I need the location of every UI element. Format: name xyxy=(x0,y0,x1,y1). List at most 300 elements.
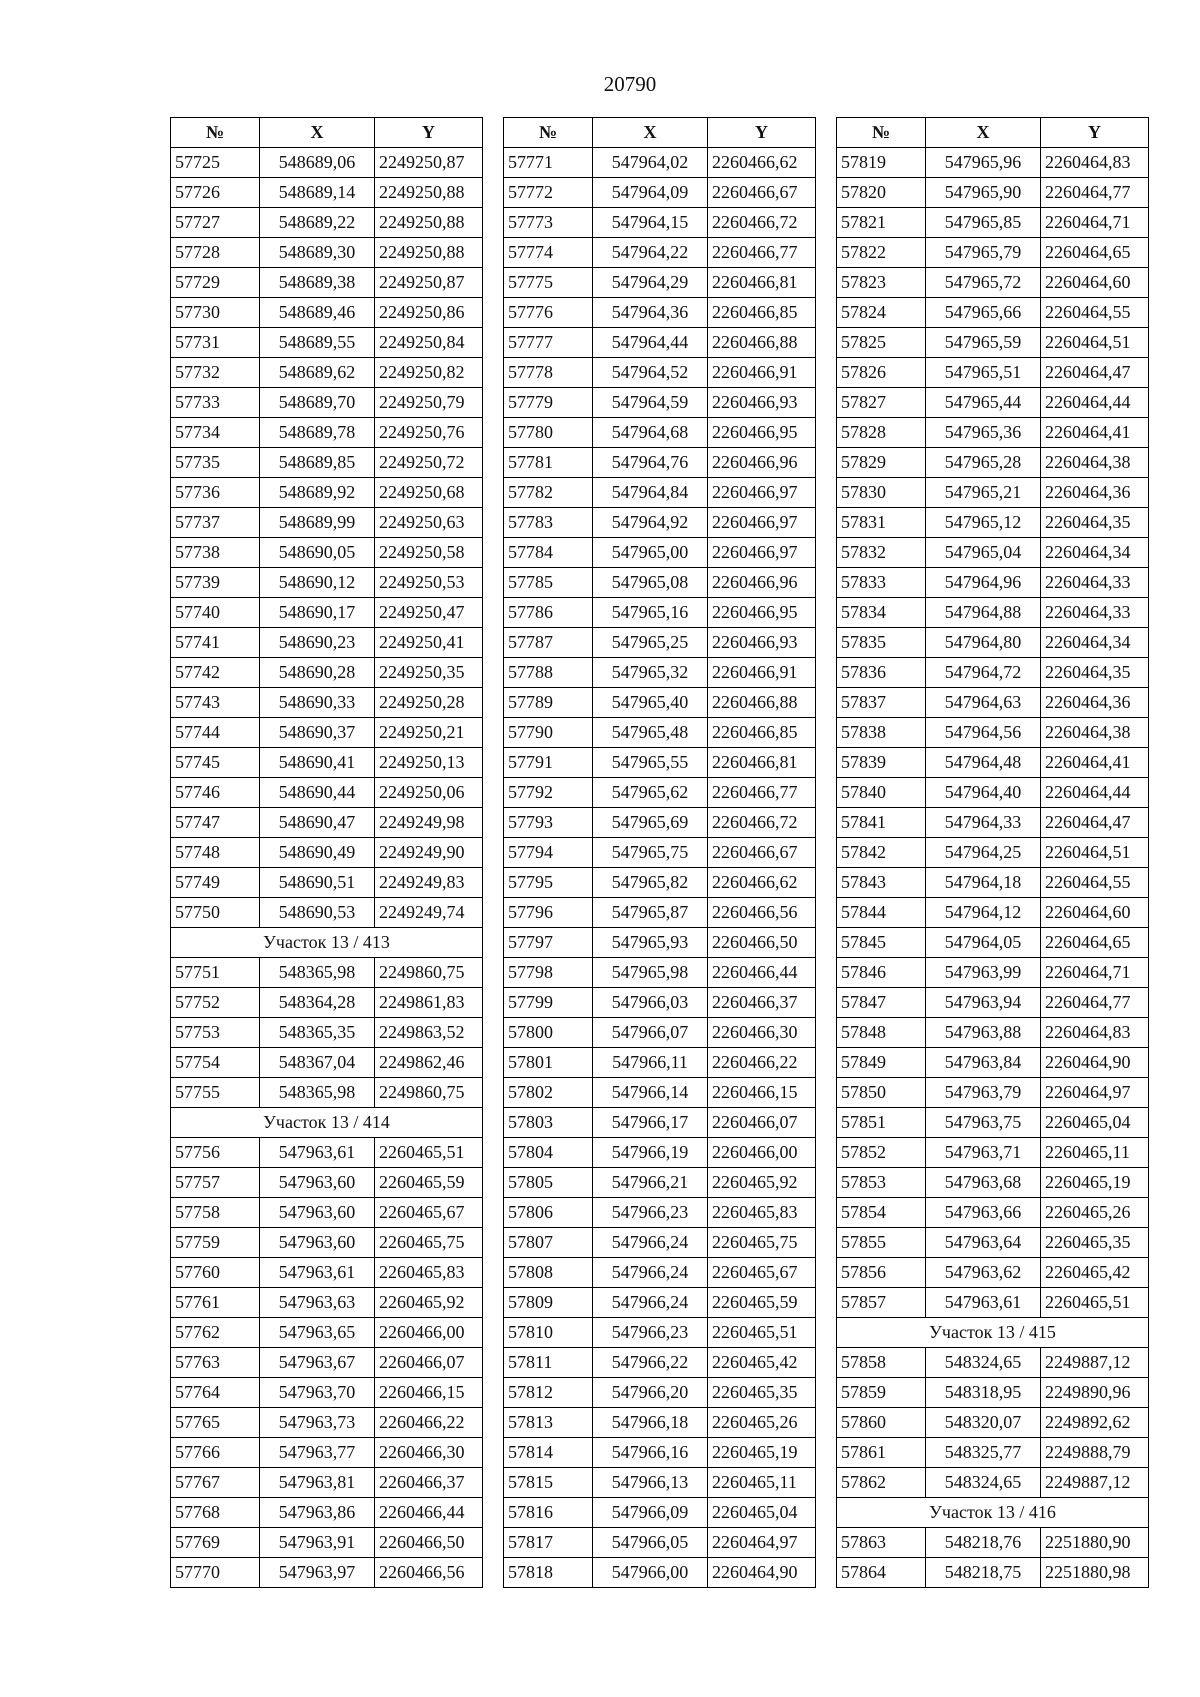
y-coordinate-cell: 2249250,88 xyxy=(375,238,483,268)
table-row xyxy=(837,838,1149,868)
table-row xyxy=(504,1108,816,1138)
table-row xyxy=(171,388,483,418)
table-row xyxy=(504,1138,816,1168)
table-row xyxy=(504,1168,816,1198)
table-row xyxy=(504,628,816,658)
y-coordinate-cell: 2260466,56 xyxy=(708,898,816,928)
y-coordinate-cell: 2260466,77 xyxy=(708,238,816,268)
x-coordinate-cell: 547965,44 xyxy=(926,388,1041,418)
point-number-cell: 57764 xyxy=(171,1378,260,1408)
x-coordinate-cell: 547963,68 xyxy=(926,1168,1041,1198)
x-coordinate-cell: 547963,71 xyxy=(926,1138,1041,1168)
point-number-cell: 57747 xyxy=(171,808,260,838)
x-coordinate-cell: 547966,24 xyxy=(593,1258,708,1288)
point-number-cell: 57742 xyxy=(171,658,260,688)
y-coordinate-cell: 2260464,34 xyxy=(1041,628,1149,658)
table-row xyxy=(837,1378,1149,1408)
x-coordinate-cell: 548690,37 xyxy=(260,718,375,748)
table-row xyxy=(504,148,816,178)
y-coordinate-cell: 2260464,77 xyxy=(1041,178,1149,208)
x-coordinate-cell: 547964,29 xyxy=(593,268,708,298)
y-coordinate-cell: 2251880,98 xyxy=(1041,1558,1149,1588)
y-coordinate-cell: 2260464,65 xyxy=(1041,928,1149,958)
x-coordinate-cell: 547966,23 xyxy=(593,1198,708,1228)
y-coordinate-cell: 2260464,33 xyxy=(1041,568,1149,598)
y-coordinate-cell: 2260465,75 xyxy=(375,1228,483,1258)
x-coordinate-cell: 547964,33 xyxy=(926,808,1041,838)
x-coordinate-cell: 547965,98 xyxy=(593,958,708,988)
table-row xyxy=(837,1138,1149,1168)
y-coordinate-cell: 2260465,11 xyxy=(708,1468,816,1498)
y-coordinate-cell: 2249250,68 xyxy=(375,478,483,508)
x-coordinate-cell: 548689,30 xyxy=(260,238,375,268)
table-row xyxy=(837,658,1149,688)
x-coordinate-cell: 547964,52 xyxy=(593,358,708,388)
y-coordinate-cell: 2249862,46 xyxy=(375,1048,483,1078)
y-coordinate-cell: 2260465,51 xyxy=(708,1318,816,1348)
table-row xyxy=(504,1078,816,1108)
table-row xyxy=(171,238,483,268)
y-coordinate-cell: 2260464,60 xyxy=(1041,268,1149,298)
table-row xyxy=(504,598,816,628)
section-header-row xyxy=(837,1318,1149,1348)
y-coordinate-cell: 2260466,07 xyxy=(708,1108,816,1138)
x-coordinate-cell: 548689,22 xyxy=(260,208,375,238)
table-row xyxy=(171,478,483,508)
table-row xyxy=(171,1378,483,1408)
x-coordinate-cell: 547963,97 xyxy=(260,1558,375,1588)
table-row xyxy=(837,1168,1149,1198)
x-coordinate-cell: 548689,38 xyxy=(260,268,375,298)
y-coordinate-cell: 2260464,34 xyxy=(1041,538,1149,568)
y-coordinate-cell: 2260465,26 xyxy=(708,1408,816,1438)
point-number-cell: 57862 xyxy=(837,1468,926,1498)
table-row xyxy=(837,928,1149,958)
point-number-cell: 57768 xyxy=(171,1498,260,1528)
x-coordinate-cell: 548690,28 xyxy=(260,658,375,688)
point-number-cell: 57810 xyxy=(504,1318,593,1348)
y-coordinate-cell: 2260466,44 xyxy=(708,958,816,988)
y-coordinate-cell: 2260466,37 xyxy=(708,988,816,1018)
x-coordinate-cell: 548218,76 xyxy=(926,1528,1041,1558)
point-number-cell: 57754 xyxy=(171,1048,260,1078)
table-row xyxy=(171,1018,483,1048)
table-row xyxy=(504,418,816,448)
x-coordinate-cell: 547963,65 xyxy=(260,1318,375,1348)
table-row xyxy=(504,478,816,508)
y-coordinate-cell: 2249250,53 xyxy=(375,568,483,598)
point-number-cell: 57762 xyxy=(171,1318,260,1348)
y-coordinate-cell: 2260464,38 xyxy=(1041,718,1149,748)
table-row xyxy=(837,1348,1149,1378)
point-number-cell: 57818 xyxy=(504,1558,593,1588)
y-coordinate-cell: 2260466,15 xyxy=(708,1078,816,1108)
point-number-cell: 57738 xyxy=(171,538,260,568)
section-title: Участок 13 / 415 xyxy=(837,1318,1149,1348)
table-row xyxy=(504,1498,816,1528)
point-number-cell: 57772 xyxy=(504,178,593,208)
y-coordinate-cell: 2249250,76 xyxy=(375,418,483,448)
y-coordinate-cell: 2260466,91 xyxy=(708,358,816,388)
x-coordinate-cell: 547966,16 xyxy=(593,1438,708,1468)
x-coordinate-cell: 547965,59 xyxy=(926,328,1041,358)
point-number-cell: 57752 xyxy=(171,988,260,1018)
y-coordinate-cell: 2251880,90 xyxy=(1041,1528,1149,1558)
x-coordinate-cell: 547965,25 xyxy=(593,628,708,658)
table-row xyxy=(504,448,816,478)
table-row xyxy=(504,868,816,898)
x-coordinate-cell: 547966,09 xyxy=(593,1498,708,1528)
x-coordinate-cell: 548324,65 xyxy=(926,1348,1041,1378)
column-header-number: № xyxy=(171,118,260,148)
table-row xyxy=(837,1078,1149,1108)
point-number-cell: 57853 xyxy=(837,1168,926,1198)
table-row xyxy=(504,688,816,718)
point-number-cell: 57734 xyxy=(171,418,260,448)
column-header-x: X xyxy=(593,118,708,148)
y-coordinate-cell: 2249250,84 xyxy=(375,328,483,358)
table-row xyxy=(837,988,1149,1018)
x-coordinate-cell: 547965,85 xyxy=(926,208,1041,238)
point-number-cell: 57778 xyxy=(504,358,593,388)
x-coordinate-cell: 547965,21 xyxy=(926,478,1041,508)
point-number-cell: 57759 xyxy=(171,1228,260,1258)
point-number-cell: 57819 xyxy=(837,148,926,178)
point-number-cell: 57750 xyxy=(171,898,260,928)
table-header-row xyxy=(171,118,483,148)
y-coordinate-cell: 2260466,91 xyxy=(708,658,816,688)
point-number-cell: 57808 xyxy=(504,1258,593,1288)
table-row xyxy=(837,328,1149,358)
x-coordinate-cell: 547963,61 xyxy=(926,1288,1041,1318)
x-coordinate-cell: 547963,63 xyxy=(260,1288,375,1318)
x-coordinate-cell: 547964,72 xyxy=(926,658,1041,688)
x-coordinate-cell: 547965,08 xyxy=(593,568,708,598)
x-coordinate-cell: 547966,24 xyxy=(593,1228,708,1258)
y-coordinate-cell: 2260466,85 xyxy=(708,718,816,748)
y-coordinate-cell: 2260465,83 xyxy=(708,1198,816,1228)
table-row xyxy=(504,328,816,358)
x-coordinate-cell: 547964,88 xyxy=(926,598,1041,628)
point-number-cell: 57775 xyxy=(504,268,593,298)
y-coordinate-cell: 2260465,19 xyxy=(708,1438,816,1468)
y-coordinate-cell: 2249250,21 xyxy=(375,718,483,748)
point-number-cell: 57725 xyxy=(171,148,260,178)
x-coordinate-cell: 548689,62 xyxy=(260,358,375,388)
table-row xyxy=(837,448,1149,478)
point-number-cell: 57739 xyxy=(171,568,260,598)
point-number-cell: 57801 xyxy=(504,1048,593,1078)
point-number-cell: 57812 xyxy=(504,1378,593,1408)
point-number-cell: 57732 xyxy=(171,358,260,388)
y-coordinate-cell: 2260466,88 xyxy=(708,328,816,358)
point-number-cell: 57841 xyxy=(837,808,926,838)
point-number-cell: 57834 xyxy=(837,598,926,628)
y-coordinate-cell: 2249249,90 xyxy=(375,838,483,868)
x-coordinate-cell: 548325,77 xyxy=(926,1438,1041,1468)
y-coordinate-cell: 2260465,67 xyxy=(375,1198,483,1228)
table-row xyxy=(504,1258,816,1288)
table-row xyxy=(504,718,816,748)
y-coordinate-cell: 2260466,77 xyxy=(708,778,816,808)
y-coordinate-cell: 2260466,62 xyxy=(708,868,816,898)
x-coordinate-cell: 547963,91 xyxy=(260,1528,375,1558)
table-row xyxy=(171,688,483,718)
y-coordinate-cell: 2249250,41 xyxy=(375,628,483,658)
y-coordinate-cell: 2260464,44 xyxy=(1041,778,1149,808)
point-number-cell: 57824 xyxy=(837,298,926,328)
point-number-cell: 57771 xyxy=(504,148,593,178)
section-title: Участок 13 / 416 xyxy=(837,1498,1149,1528)
point-number-cell: 57822 xyxy=(837,238,926,268)
y-coordinate-cell: 2260464,97 xyxy=(1041,1078,1149,1108)
y-coordinate-cell: 2260464,51 xyxy=(1041,328,1149,358)
table-row xyxy=(171,208,483,238)
x-coordinate-cell: 548689,99 xyxy=(260,508,375,538)
x-coordinate-cell: 547964,40 xyxy=(926,778,1041,808)
x-coordinate-cell: 548318,95 xyxy=(926,1378,1041,1408)
table-row xyxy=(504,268,816,298)
x-coordinate-cell: 548367,04 xyxy=(260,1048,375,1078)
point-number-cell: 57726 xyxy=(171,178,260,208)
table-row xyxy=(837,508,1149,538)
y-coordinate-cell: 2249249,83 xyxy=(375,868,483,898)
table-row xyxy=(171,448,483,478)
point-number-cell: 57855 xyxy=(837,1228,926,1258)
x-coordinate-cell: 547965,69 xyxy=(593,808,708,838)
x-coordinate-cell: 548320,07 xyxy=(926,1408,1041,1438)
x-coordinate-cell: 547965,00 xyxy=(593,538,708,568)
x-coordinate-cell: 548365,98 xyxy=(260,958,375,988)
point-number-cell: 57774 xyxy=(504,238,593,268)
point-number-cell: 57753 xyxy=(171,1018,260,1048)
table-row xyxy=(837,1438,1149,1468)
y-coordinate-cell: 2260466,96 xyxy=(708,568,816,598)
y-coordinate-cell: 2260464,90 xyxy=(708,1558,816,1588)
point-number-cell: 57851 xyxy=(837,1108,926,1138)
table-row xyxy=(837,808,1149,838)
y-coordinate-cell: 2260464,55 xyxy=(1041,868,1149,898)
x-coordinate-cell: 547966,19 xyxy=(593,1138,708,1168)
x-coordinate-cell: 548690,47 xyxy=(260,808,375,838)
point-number-cell: 57849 xyxy=(837,1048,926,1078)
x-coordinate-cell: 547965,28 xyxy=(926,448,1041,478)
table-row xyxy=(837,268,1149,298)
y-coordinate-cell: 2260466,81 xyxy=(708,268,816,298)
point-number-cell: 57793 xyxy=(504,808,593,838)
point-number-cell: 57833 xyxy=(837,568,926,598)
x-coordinate-cell: 547964,76 xyxy=(593,448,708,478)
table-row xyxy=(504,838,816,868)
y-coordinate-cell: 2260464,71 xyxy=(1041,208,1149,238)
table-row xyxy=(837,1468,1149,1498)
y-coordinate-cell: 2260465,92 xyxy=(708,1168,816,1198)
y-coordinate-cell: 2260464,44 xyxy=(1041,388,1149,418)
point-number-cell: 57757 xyxy=(171,1168,260,1198)
x-coordinate-cell: 547964,02 xyxy=(593,148,708,178)
x-coordinate-cell: 547964,59 xyxy=(593,388,708,418)
point-number-cell: 57798 xyxy=(504,958,593,988)
y-coordinate-cell: 2260465,04 xyxy=(1041,1108,1149,1138)
point-number-cell: 57776 xyxy=(504,298,593,328)
point-number-cell: 57743 xyxy=(171,688,260,718)
y-coordinate-cell: 2260466,44 xyxy=(375,1498,483,1528)
table-row xyxy=(504,1228,816,1258)
point-number-cell: 57777 xyxy=(504,328,593,358)
point-number-cell: 57758 xyxy=(171,1198,260,1228)
x-coordinate-cell: 547966,22 xyxy=(593,1348,708,1378)
x-coordinate-cell: 547964,22 xyxy=(593,238,708,268)
x-coordinate-cell: 547964,84 xyxy=(593,478,708,508)
x-coordinate-cell: 547965,75 xyxy=(593,838,708,868)
x-coordinate-cell: 547963,77 xyxy=(260,1438,375,1468)
x-coordinate-cell: 548690,49 xyxy=(260,838,375,868)
y-coordinate-cell: 2260465,59 xyxy=(375,1168,483,1198)
x-coordinate-cell: 547964,18 xyxy=(926,868,1041,898)
point-number-cell: 57859 xyxy=(837,1378,926,1408)
x-coordinate-cell: 548690,05 xyxy=(260,538,375,568)
table-row xyxy=(504,238,816,268)
point-number-cell: 57795 xyxy=(504,868,593,898)
y-coordinate-cell: 2260466,30 xyxy=(708,1018,816,1048)
x-coordinate-cell: 547963,61 xyxy=(260,1138,375,1168)
table-row xyxy=(504,1048,816,1078)
table-row xyxy=(504,748,816,778)
point-number-cell: 57749 xyxy=(171,868,260,898)
x-coordinate-cell: 547965,16 xyxy=(593,598,708,628)
section-header-row xyxy=(171,1108,483,1138)
table-row xyxy=(171,358,483,388)
table-row xyxy=(837,868,1149,898)
x-coordinate-cell: 547963,86 xyxy=(260,1498,375,1528)
point-number-cell: 57780 xyxy=(504,418,593,448)
point-number-cell: 57840 xyxy=(837,778,926,808)
y-coordinate-cell: 2260464,35 xyxy=(1041,658,1149,688)
x-coordinate-cell: 548690,23 xyxy=(260,628,375,658)
point-number-cell: 57806 xyxy=(504,1198,593,1228)
point-number-cell: 57729 xyxy=(171,268,260,298)
table-row xyxy=(504,1288,816,1318)
point-number-cell: 57813 xyxy=(504,1408,593,1438)
table-row xyxy=(504,1198,816,1228)
x-coordinate-cell: 547964,96 xyxy=(926,568,1041,598)
point-number-cell: 57842 xyxy=(837,838,926,868)
x-coordinate-cell: 547964,68 xyxy=(593,418,708,448)
point-number-cell: 57860 xyxy=(837,1408,926,1438)
table-row xyxy=(504,1408,816,1438)
table-row xyxy=(837,1528,1149,1558)
table-row xyxy=(504,1438,816,1468)
table-row xyxy=(171,1048,483,1078)
point-number-cell: 57779 xyxy=(504,388,593,418)
x-coordinate-cell: 547964,15 xyxy=(593,208,708,238)
x-coordinate-cell: 547965,51 xyxy=(926,358,1041,388)
table-row xyxy=(171,988,483,1018)
y-coordinate-cell: 2260466,67 xyxy=(708,178,816,208)
x-coordinate-cell: 547963,81 xyxy=(260,1468,375,1498)
y-coordinate-cell: 2260464,83 xyxy=(1041,1018,1149,1048)
table-row xyxy=(171,328,483,358)
y-coordinate-cell: 2249250,88 xyxy=(375,208,483,238)
table-row xyxy=(504,208,816,238)
table-row xyxy=(837,1258,1149,1288)
column-header-x: X xyxy=(926,118,1041,148)
y-coordinate-cell: 2260465,42 xyxy=(1041,1258,1149,1288)
table-row xyxy=(504,388,816,418)
point-number-cell: 57809 xyxy=(504,1288,593,1318)
table-body xyxy=(837,148,1149,1588)
y-coordinate-cell: 2249250,86 xyxy=(375,298,483,328)
y-coordinate-cell: 2260465,35 xyxy=(1041,1228,1149,1258)
y-coordinate-cell: 2260465,42 xyxy=(708,1348,816,1378)
table-row xyxy=(504,1318,816,1348)
y-coordinate-cell: 2260464,97 xyxy=(708,1528,816,1558)
y-coordinate-cell: 2249250,79 xyxy=(375,388,483,418)
y-coordinate-cell: 2260465,92 xyxy=(375,1288,483,1318)
coordinates-table-3 xyxy=(836,117,1149,1588)
table-row xyxy=(837,568,1149,598)
x-coordinate-cell: 547965,87 xyxy=(593,898,708,928)
table-row xyxy=(504,568,816,598)
column-header-number: № xyxy=(504,118,593,148)
point-number-cell: 57828 xyxy=(837,418,926,448)
y-coordinate-cell: 2260464,35 xyxy=(1041,508,1149,538)
table-row xyxy=(171,148,483,178)
y-coordinate-cell: 2260466,22 xyxy=(375,1408,483,1438)
page-number: 20790 xyxy=(603,72,657,96)
x-coordinate-cell: 547965,36 xyxy=(926,418,1041,448)
section-header-row xyxy=(171,928,483,958)
point-number-cell: 57816 xyxy=(504,1498,593,1528)
y-coordinate-cell: 2260465,51 xyxy=(375,1138,483,1168)
x-coordinate-cell: 547963,64 xyxy=(926,1228,1041,1258)
point-number-cell: 57728 xyxy=(171,238,260,268)
y-coordinate-cell: 2249890,96 xyxy=(1041,1378,1149,1408)
section-title: Участок 13 / 413 xyxy=(171,928,483,958)
point-number-cell: 57787 xyxy=(504,628,593,658)
x-coordinate-cell: 547964,44 xyxy=(593,328,708,358)
x-coordinate-cell: 547966,03 xyxy=(593,988,708,1018)
y-coordinate-cell: 2249250,47 xyxy=(375,598,483,628)
point-number-cell: 57791 xyxy=(504,748,593,778)
x-coordinate-cell: 547966,23 xyxy=(593,1318,708,1348)
table-row xyxy=(837,958,1149,988)
table-row xyxy=(837,1108,1149,1138)
x-coordinate-cell: 548689,70 xyxy=(260,388,375,418)
y-coordinate-cell: 2260466,50 xyxy=(375,1528,483,1558)
table-row xyxy=(171,178,483,208)
point-number-cell: 57736 xyxy=(171,478,260,508)
x-coordinate-cell: 548365,98 xyxy=(260,1078,375,1108)
y-coordinate-cell: 2249250,88 xyxy=(375,178,483,208)
x-coordinate-cell: 547963,66 xyxy=(926,1198,1041,1228)
point-number-cell: 57831 xyxy=(837,508,926,538)
y-coordinate-cell: 2260466,15 xyxy=(375,1378,483,1408)
point-number-cell: 57741 xyxy=(171,628,260,658)
y-coordinate-cell: 2260466,07 xyxy=(375,1348,483,1378)
point-number-cell: 57835 xyxy=(837,628,926,658)
point-number-cell: 57790 xyxy=(504,718,593,748)
x-coordinate-cell: 547963,73 xyxy=(260,1408,375,1438)
point-number-cell: 57837 xyxy=(837,688,926,718)
table-row xyxy=(504,298,816,328)
table-row xyxy=(171,1288,483,1318)
table-row xyxy=(837,148,1149,178)
table-row xyxy=(504,1018,816,1048)
x-coordinate-cell: 547963,84 xyxy=(926,1048,1041,1078)
point-number-cell: 57792 xyxy=(504,778,593,808)
y-coordinate-cell: 2260466,93 xyxy=(708,388,816,418)
